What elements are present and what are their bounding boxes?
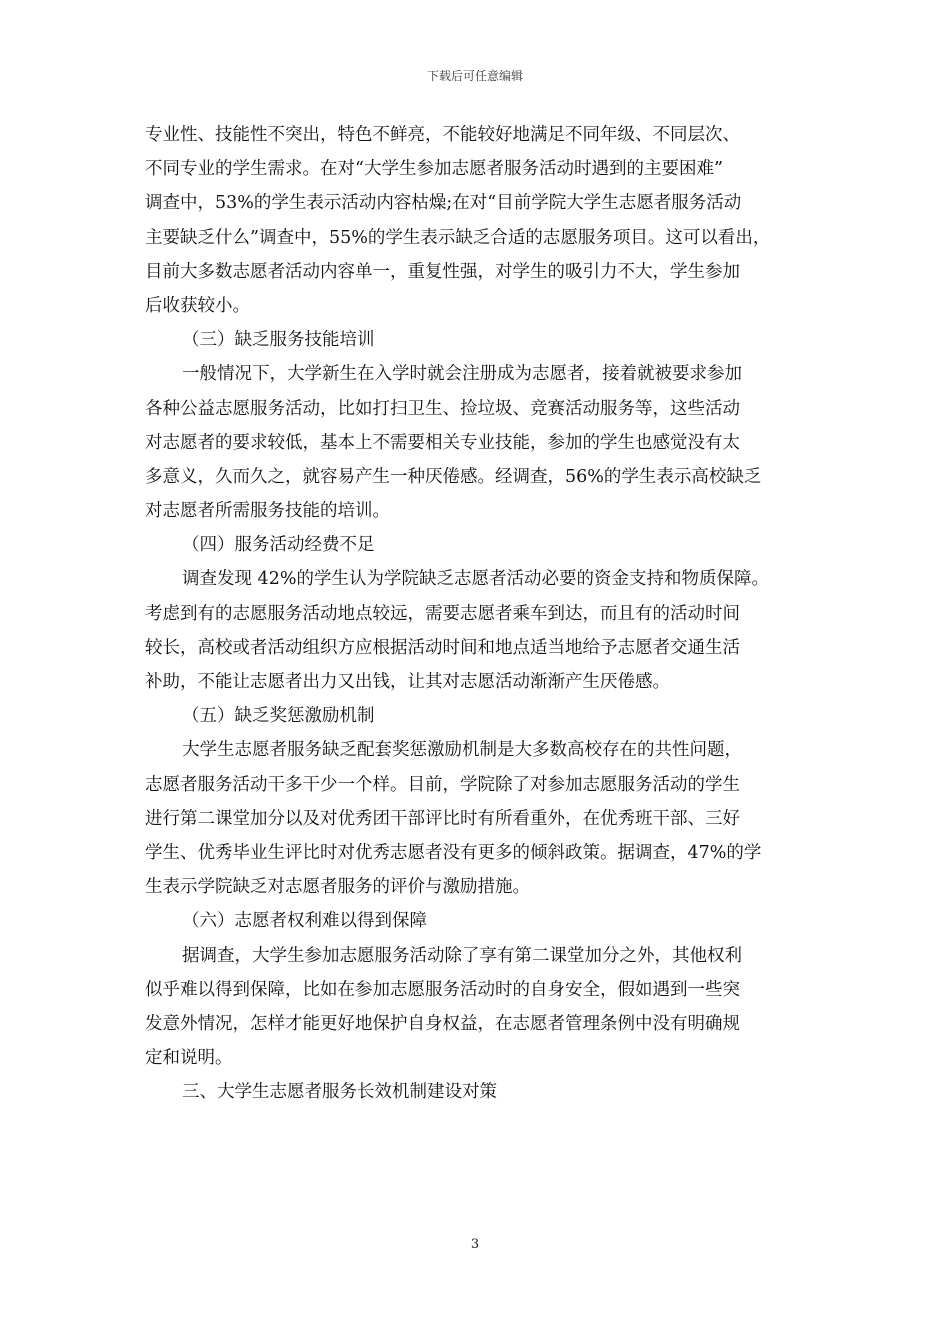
paragraph-line: 似乎难以得到保障，比如在参加志愿服务活动时的自身安全，假如遇到一些突	[145, 979, 740, 1000]
paragraph-line: 进行第二课堂加分以及对优秀团干部评比时有所看重外，在优秀班干部、三好	[145, 808, 740, 829]
paragraph-line: 定和说明。	[145, 1048, 233, 1069]
paragraph-line: 不同专业的学生需求。在对“大学生参加志愿者服务活动时遇到的主要困难”	[145, 159, 723, 180]
paragraph-line: 对志愿者的要求较低，基本上不需要相关专业技能，参加的学生也感觉没有太	[145, 432, 740, 453]
paragraph-line: 补助，不能让志愿者出力又出钱，让其对志愿活动渐渐产生厌倦感。	[145, 672, 670, 692]
paragraph-line: 对志愿者所需服务技能的培训。	[145, 501, 390, 522]
paragraph-line: 专业性、技能性不突出，特色不鲜亮，不能较好地满足不同年级、不同层次、	[145, 125, 740, 145]
paragraph-line: 较长，高校或者活动组织方应根据活动时间和地点适当地给予志愿者交通生活	[145, 637, 740, 658]
page-header: 下载后可任意编辑	[426, 69, 523, 83]
paragraph-line: 调查发现 42%的学生认为学院缺乏志愿者活动必要的资金支持和物质保障。	[182, 569, 769, 590]
paragraph-line: 多意义，久而久之，就容易产生一种厌倦感。经调查，56%的学生表示高校缺乏	[145, 466, 762, 487]
paragraph-line: 目前大多数志愿者活动内容单一，重复性强，对学生的吸引力不大，学生参加	[145, 261, 740, 282]
paragraph-line: 大学生志愿者服务缺乏配套奖惩激励机制是大多数高校存在的共性问题，	[182, 740, 742, 761]
paragraph-line: 生表示学院缺乏对志愿者服务的评价与激励措施。	[145, 877, 530, 898]
section-heading: （五）缺乏奖惩激励机制	[182, 706, 375, 727]
paragraph-line: 志愿者服务活动干多干少一个样。目前，学院除了对参加志愿服务活动的学生	[145, 774, 740, 795]
section-heading: 三、大学生志愿者服务长效机制建设对策	[182, 1082, 497, 1103]
paragraph-line: 考虑到有的志愿服务活动地点较远，需要志愿者乘车到达，而且有的活动时间	[145, 603, 740, 624]
section-heading: （三）缺乏服务技能培训	[182, 330, 375, 351]
paragraph-line: 各种公益志愿服务活动，比如打扫卫生、捡垃圾、竞赛活动服务等，这些活动	[145, 398, 740, 419]
page-number: 3	[470, 1237, 480, 1252]
paragraph-line: 后收获较小。	[145, 295, 250, 316]
paragraph-line: 一般情况下，大学新生在入学时就会注册成为志愿者，接着就被要求参加	[182, 364, 742, 385]
paragraph-line: 调查中，53%的学生表示活动内容枯燥;在对“目前学院大学生志愿者服务活动	[145, 193, 742, 214]
paragraph-line: 发意外情况，怎样才能更好地保护自身权益，在志愿者管理条例中没有明确规	[145, 1013, 740, 1034]
section-heading: （六）志愿者权利难以得到保障	[182, 911, 427, 932]
document-body	[145, 118, 815, 1109]
paragraph-line: 据调查，大学生参加志愿服务活动除了享有第二课堂加分之外，其他权利	[182, 945, 742, 966]
section-heading: （四）服务活动经费不足	[182, 535, 375, 556]
paragraph-line: 学生、优秀毕业生评比时对优秀志愿者没有更多的倾斜政策。据调查，47%的学	[145, 842, 762, 863]
paragraph-line: 主要缺乏什么”调查中，55%的学生表示缺乏合适的志愿服务项目。这可以看出，	[145, 227, 771, 248]
